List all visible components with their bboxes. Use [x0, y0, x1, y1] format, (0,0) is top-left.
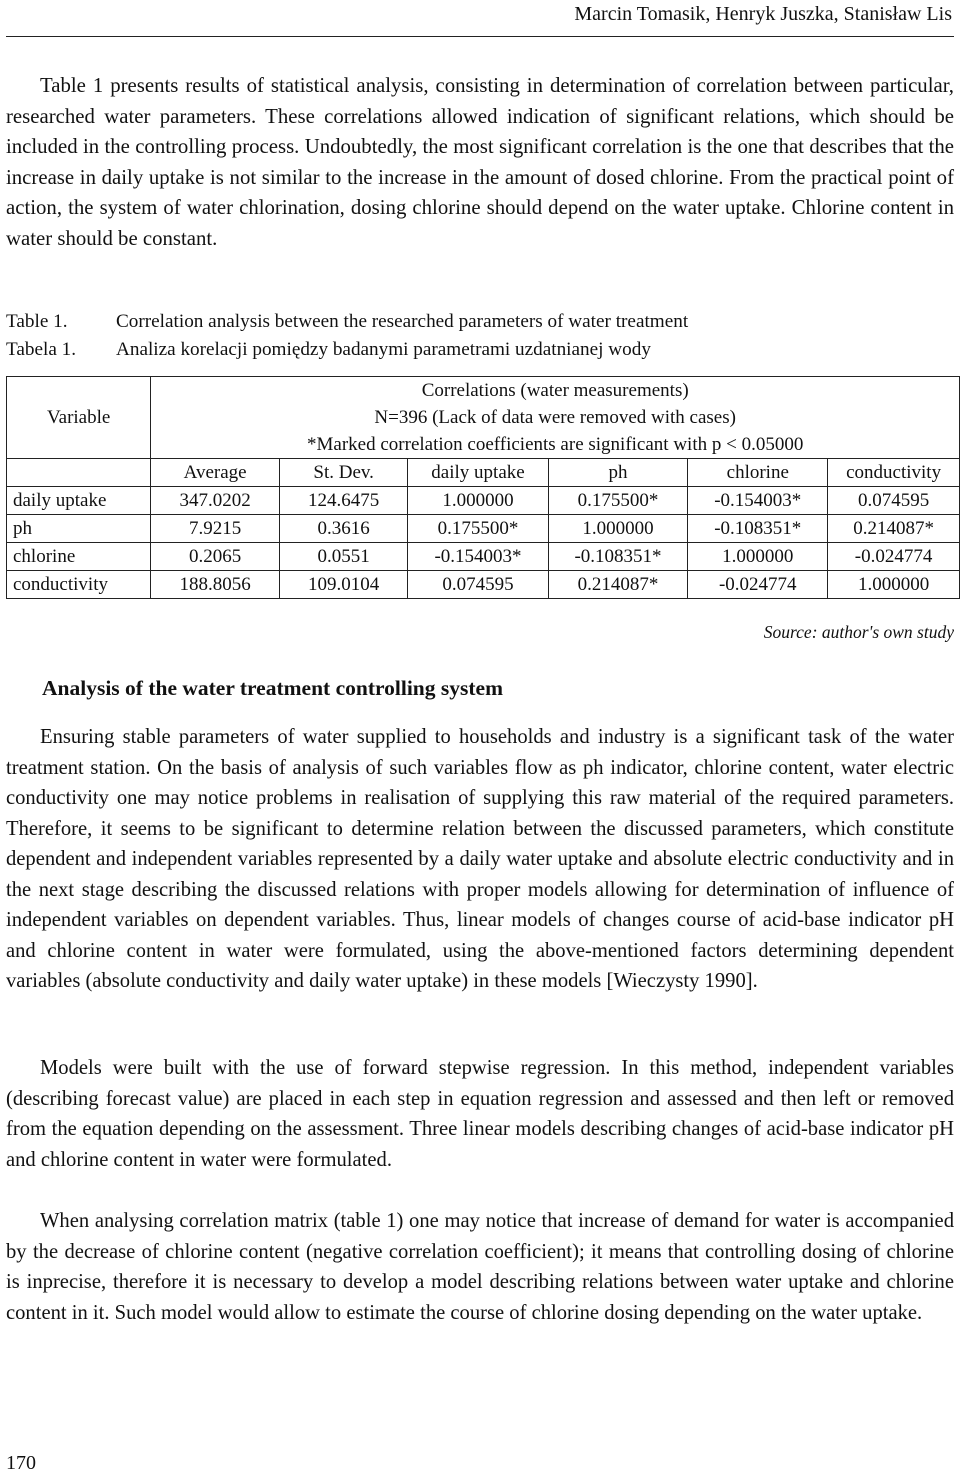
- table-row: [7, 571, 960, 599]
- table-cell: 0.214087*: [828, 515, 960, 543]
- table-cell: 1.000000: [688, 543, 828, 571]
- row-variable: conductivity: [7, 571, 151, 599]
- table-cell: 347.0202: [151, 487, 280, 515]
- running-header: [6, 0, 954, 37]
- column-header: daily uptake: [408, 459, 548, 487]
- column-header: ph: [548, 459, 688, 487]
- caption-label: Tabela 1.: [6, 339, 77, 360]
- row-variable: daily uptake: [7, 487, 151, 515]
- table-cell: 0.074595: [408, 571, 548, 599]
- table-cell: -0.108351*: [548, 543, 688, 571]
- caption-text: Correlation analysis between the researched parameters of water treatment: [116, 311, 689, 332]
- correlation-table: [6, 376, 960, 599]
- page-number: 170: [6, 1452, 36, 1474]
- table-row: [7, 487, 960, 515]
- table-row: [7, 515, 960, 543]
- table-cell: 0.3616: [279, 515, 408, 543]
- table-cell: -0.024774: [828, 543, 960, 571]
- caption-text: Analiza korelacji pomiędzy badanymi parametrami uzdatnianej wody: [116, 339, 651, 360]
- section-title: Analysis of the water treatment controlling system: [42, 676, 503, 700]
- caption-label: Table 1.: [6, 311, 68, 332]
- header-authors: Marcin Tomasik, Henryk Juszka, Stanisław Lis: [574, 3, 952, 25]
- table-cell: -0.108351*: [688, 515, 828, 543]
- table-cell: 0.175500*: [548, 487, 688, 515]
- table-cell: 0.0551: [279, 543, 408, 571]
- group-header-line: *Marked correlation coefficients are significant with p < 0.05000: [151, 431, 960, 459]
- column-header-row: [7, 459, 960, 487]
- table-cell: 0.214087*: [548, 571, 688, 599]
- column-header: chlorine: [688, 459, 828, 487]
- column-header: Average: [151, 459, 280, 487]
- table-cell: 1.000000: [548, 515, 688, 543]
- column-header-blank: [7, 459, 151, 487]
- column-header: conductivity: [828, 459, 960, 487]
- table-cell: 0.074595: [828, 487, 960, 515]
- group-header-line: N=396 (Lack of data were removed with cases): [151, 404, 960, 431]
- table-cell: 109.0104: [279, 571, 408, 599]
- column-header: St. Dev.: [279, 459, 408, 487]
- row-variable: chlorine: [7, 543, 151, 571]
- table-cell: -0.154003*: [688, 487, 828, 515]
- row-variable: ph: [7, 515, 151, 543]
- table-cell: 1.000000: [828, 571, 960, 599]
- table-cell: 0.175500*: [408, 515, 548, 543]
- group-header-line: Correlations (water measurements): [151, 377, 960, 405]
- body-paragraph: Models were built with the use of forward stepwise regression. In this method, independent variables (describing forecast value) are placed in each step in equation regression and assessed and then left or removed from the equation depending on the assessment. Three linear models describing changes of acid-base indicator pH and chlorine content in water were formulated.: [6, 1057, 954, 1171]
- variable-header: Variable: [7, 377, 151, 459]
- table-header-row: [7, 377, 960, 405]
- table-cell: -0.154003*: [408, 543, 548, 571]
- table-source-note: Source: author's own study: [763, 622, 954, 642]
- table-cell: 0.2065: [151, 543, 280, 571]
- table-cell: 188.8056: [151, 571, 280, 599]
- table-cell: 1.000000: [408, 487, 548, 515]
- table-row: [7, 543, 960, 571]
- table-cell: 7.9215: [151, 515, 280, 543]
- body-paragraph: Ensuring stable parameters of water supplied to households and industry is a significant task of the water treatment station. On the basis of analysis of such variables flow as ph indicator, chlorine content, water electric conductivity one may notice problems in realisation of supplying this raw material of the required parameters. Therefore, it seems to be significant to determine relation between the discussed parameters, which constitute dependent and independent variables represented by a daily water uptake and absolute electric conductivity and in the next stage describing the discussed relations with proper models allowing for determination of influence of independent variables on dependent variables. Thus, linear models of changes course of acid-base indicator pH and chlorine content in water were formulated, using the above-mentioned factors determining dependent variables (absolute conductivity and daily water uptake) in these models [Wieczysty 1990].: [6, 726, 954, 992]
- table-cell: -0.024774: [688, 571, 828, 599]
- intro-paragraph: Table 1 presents results of statistical analysis, consisting in determination of correlation between particular, researched water parameters. These correlations allowed indication of significant relations, which should be included in the controlling process. Undoubtedly, the most significant correlation is the one that describes that the increase in daily uptake is not similar to the increase in the amount of dosed chlorine. From the practical point of action, the system of water chlorination, dosing chlorine should depend on the water uptake. Chlorine content in water should be constant.: [6, 74, 954, 250]
- table-cell: 124.6475: [279, 487, 408, 515]
- body-paragraph: When analysing correlation matrix (table 1) one may notice that increase of demand for water is accompanied by the decrease of chlorine content (negative correlation coefficient); it means that controlling dosing of chlorine is inprecise, therefore it is necessary to develop a model describing relations between water uptake and chlorine content in it. Such model would allow to estimate the course of chlorine dosing depending on the water uptake.: [6, 1210, 954, 1324]
